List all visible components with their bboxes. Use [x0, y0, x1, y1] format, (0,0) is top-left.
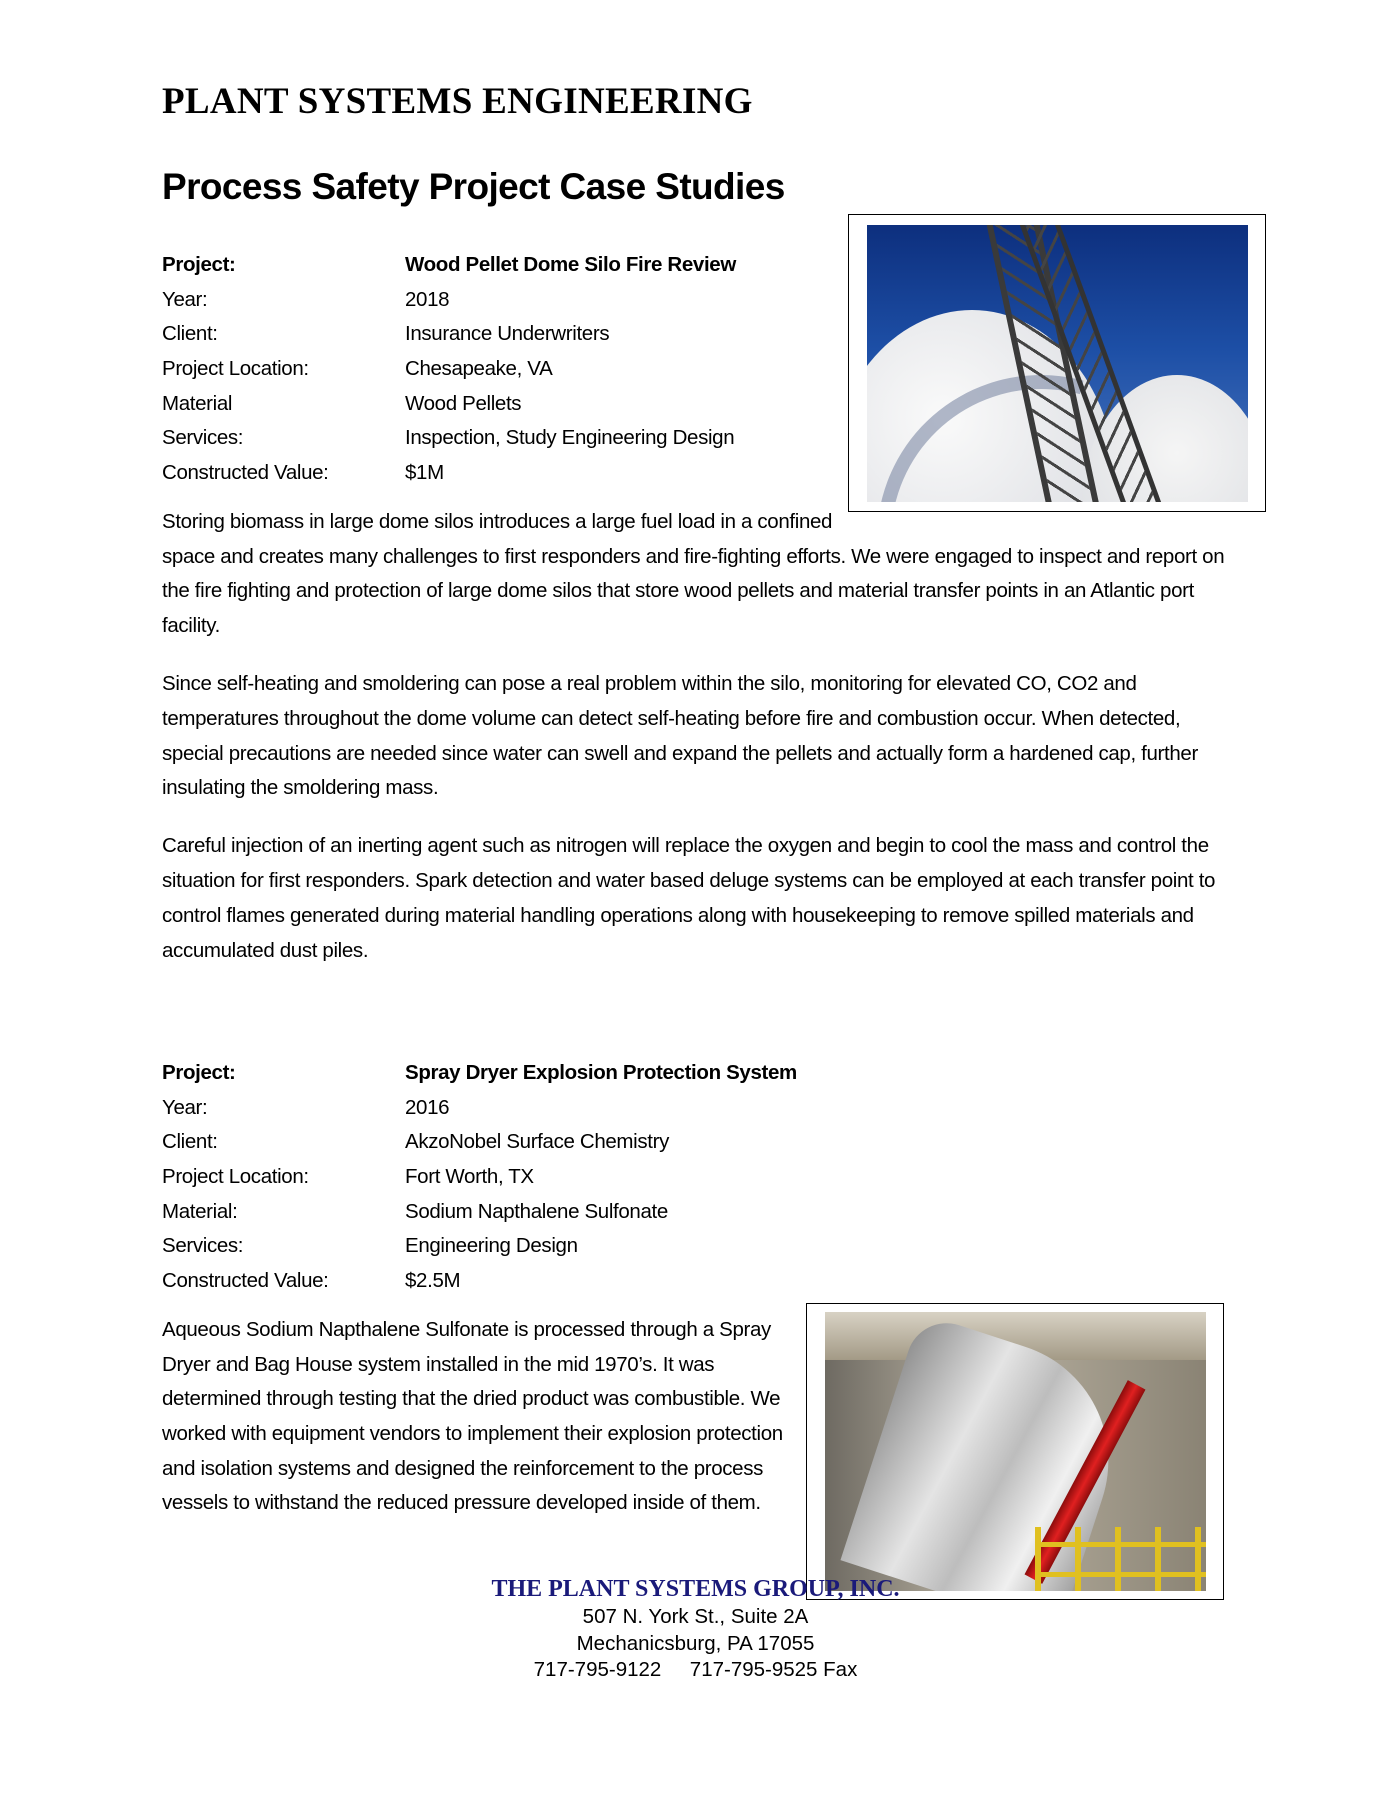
- project-field-row: [162, 1056, 1232, 1091]
- silo-photo-frame: [848, 214, 1266, 512]
- spray-dryer-photo-frame: [806, 1303, 1224, 1600]
- field-label: Constructed Value:: [162, 1269, 329, 1293]
- field-value: Spray Dryer Explosion Protection System: [405, 1061, 797, 1084]
- field-value: Fort Worth, TX: [405, 1165, 534, 1189]
- project-field-row: [162, 1264, 1232, 1299]
- field-label: Client:: [162, 322, 218, 346]
- field-value: Sodium Napthalene Sulfonate: [405, 1199, 668, 1223]
- description-paragraph: Since self-heating and smoldering can pose a real problem within the silo, monitoring for elevated CO, CO2 and temperatures throughout the dome volume can detect self-heating before fire and combustion occur. When detected, special precautions are needed since water can swell and expand the pellets and actually form a hardened cap, further insulating the smoldering mass.: [162, 672, 1198, 800]
- field-label: Services:: [162, 426, 244, 450]
- project-field-row: [162, 283, 834, 318]
- field-label: Project Location:: [162, 1165, 309, 1189]
- project-field-row: [162, 317, 834, 352]
- field-value: $1M: [405, 461, 444, 485]
- company-footer: [0, 1574, 1391, 1684]
- company-name: THE PLANT SYSTEMS GROUP, INC.: [491, 1576, 900, 1602]
- description-paragraph: Careful injection of an inerting agent such as nitrogen will replace the oxygen and begin to cool the mass and control the situation for first responders. Spark detection and water based deluge systems can be employed at each transfer point to control flames generated during material handling operations along with housekeeping to remove spilled materials and accumulated dust piles.: [162, 834, 1216, 962]
- project-case-study-2: [162, 1056, 1232, 1604]
- field-value: $2.5M: [405, 1269, 461, 1293]
- project-field-row: [162, 1229, 1232, 1264]
- project-case-study-1: [162, 248, 1232, 992]
- spray-dryer-photo: [825, 1312, 1206, 1591]
- field-label: Project Location:: [162, 357, 309, 381]
- phone-fax: 717-795-9122 717-795-9525 Fax: [533, 1658, 858, 1681]
- field-value: Wood Pellet Dome Silo Fire Review: [405, 253, 736, 276]
- project-field-row: [162, 1091, 1232, 1126]
- project-field-row: [162, 352, 834, 387]
- field-label: Project:: [162, 253, 236, 276]
- dome-silo-photo: [867, 225, 1248, 502]
- description-paragraph: Storing biomass in large dome silos introduces a large fuel load in a confined space and creates many challenges to first responders and fire-fighting efforts. We were engaged to inspect and report on the fire fighting and protection of large dome silos that store wood pellets and material transfer points in an Atlantic port facility.: [162, 509, 1225, 637]
- field-label: Constructed Value:: [162, 461, 329, 485]
- field-value: AkzoNobel Surface Chemistry: [405, 1130, 669, 1154]
- field-label: Year:: [162, 1095, 208, 1119]
- field-label: Project:: [162, 1061, 236, 1084]
- field-value: Chesapeake, VA: [405, 357, 553, 381]
- field-label: Client:: [162, 1130, 218, 1154]
- project-description: [162, 505, 1232, 968]
- project-field-row: [162, 1160, 1232, 1195]
- page-subtitle: Process Safety Project Case Studies: [162, 166, 785, 207]
- project-field-row: [162, 1195, 1232, 1230]
- page-header-title: PLANT SYSTEMS ENGINEERING: [162, 81, 753, 122]
- project-field-row: [162, 421, 834, 456]
- field-value: Insurance Underwriters: [405, 322, 610, 346]
- project-field-row: [162, 387, 834, 422]
- field-value: Engineering Design: [405, 1234, 578, 1258]
- address-line-2: Mechanicsburg, PA 17055: [576, 1631, 815, 1655]
- address-line-1: 507 N. York St., Suite 2A: [582, 1605, 809, 1628]
- description-paragraph: Aqueous Sodium Napthalene Sulfonate is processed through a Spray Dryer and Bag House system installed in the mid 1970’s. It was determined through testing that the dried product was combustible. We worked with equipment vendors to implement their explosion protection and isolation systems and designed the reinforcement to the process vessels to withstand the reduced pressure developed inside of them.: [162, 1317, 783, 1515]
- field-value: 2016: [405, 1095, 450, 1119]
- project-field-row: [162, 1125, 1232, 1160]
- field-label: Material: [162, 391, 233, 415]
- field-label: Material:: [162, 1199, 238, 1223]
- field-label: Year:: [162, 287, 208, 311]
- project-field-row: [162, 248, 834, 283]
- field-value: Inspection, Study Engineering Design: [405, 426, 735, 450]
- project-fields: [162, 1056, 1232, 1299]
- field-value: Wood Pellets: [405, 391, 522, 415]
- project-field-row: [162, 456, 834, 491]
- field-label: Services:: [162, 1234, 244, 1258]
- field-value: 2018: [405, 287, 450, 311]
